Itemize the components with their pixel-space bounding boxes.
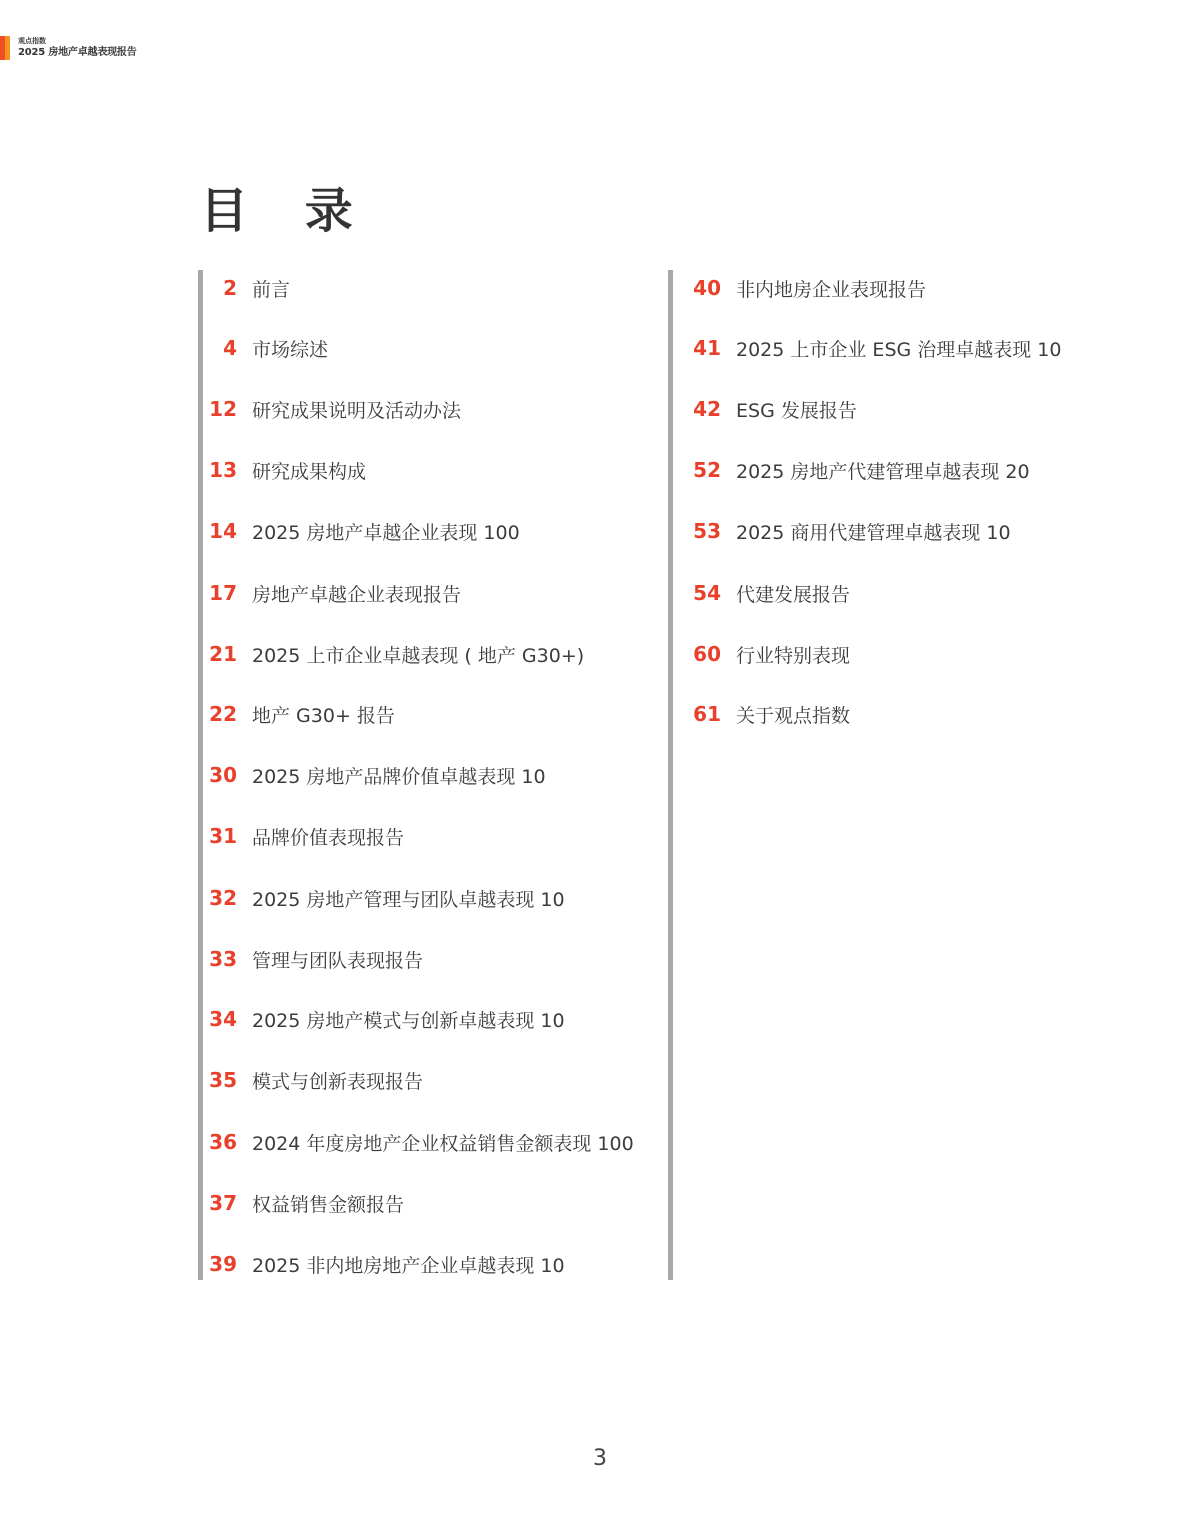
toc-entry-label: 代建发展报告 [736, 583, 851, 606]
toc-entry-label: 非内地房企业表现报告 [736, 278, 927, 301]
toc-page-number: 54 [693, 581, 721, 605]
toc-entry[interactable] [673, 575, 850, 611]
toc-entry-label: 2025 上市企业卓越表现 ( 地产 G30+) [252, 644, 585, 667]
toc-entry-label: 前言 [252, 278, 291, 301]
toc-page-number: 41 [693, 336, 721, 360]
toc-entry[interactable] [673, 513, 1011, 549]
toc-page-number: 33 [209, 947, 237, 971]
toc-entry[interactable] [203, 696, 395, 732]
toc-entry-label: 关于观点指数 [736, 704, 851, 727]
toc-entry-label: 2025 房地产代建管理卓越表现 20 [736, 460, 1030, 483]
toc-entry-label: 权益销售金额报告 [252, 1193, 405, 1216]
toc-entry-label: 2025 上市企业 ESG 治理卓越表现 10 [736, 338, 1062, 361]
toc-entry[interactable] [203, 757, 546, 793]
toc-entry-label: 2024 年度房地产企业权益销售金额表现 100 [252, 1132, 634, 1155]
brand-text [18, 36, 137, 58]
toc-entry-label: 研究成果构成 [252, 460, 367, 483]
toc-page-number: 21 [209, 642, 237, 666]
toc-page-number: 53 [693, 519, 721, 543]
toc-entry[interactable] [203, 1185, 404, 1221]
toc-entry[interactable] [203, 330, 328, 366]
toc-entry-label: 2025 非内地房地产企业卓越表现 10 [252, 1254, 565, 1277]
toc-entry[interactable] [673, 270, 926, 306]
toc-page-number: 34 [209, 1007, 237, 1031]
toc-entry-label: 品牌价值表现报告 [252, 826, 405, 849]
report-name: 2025 房地产卓越表现报告 [18, 47, 137, 58]
toc-page-number: 40 [693, 276, 721, 300]
toc-entry[interactable] [203, 941, 423, 977]
toc-entry-label: ESG 发展报告 [736, 399, 857, 422]
toc-entry[interactable] [203, 270, 290, 306]
toc-entry[interactable] [203, 1246, 565, 1282]
toc-entry[interactable] [203, 1124, 634, 1160]
toc-entry-label: 研究成果说明及活动办法 [252, 399, 462, 422]
toc-page-number: 4 [223, 336, 237, 360]
toc-page-number: 39 [209, 1252, 237, 1276]
toc-page-number: 13 [209, 458, 237, 482]
toc-entry-label: 管理与团队表现报告 [252, 949, 424, 972]
toc-page-number: 60 [693, 642, 721, 666]
toc-entry-label: 市场综述 [252, 338, 329, 361]
header-brand [0, 36, 137, 60]
toc-entry-label: 行业特别表现 [736, 644, 851, 667]
toc-entry[interactable] [673, 330, 1061, 366]
toc-entry[interactable] [673, 636, 850, 672]
toc-entry-label: 2025 房地产品牌价值卓越表现 10 [252, 765, 546, 788]
toc-entry[interactable] [203, 391, 461, 427]
toc-entry-label: 2025 商用代建管理卓越表现 10 [736, 521, 1011, 544]
toc-entry[interactable] [203, 636, 584, 672]
toc-page-number: 42 [693, 397, 721, 421]
toc-entry[interactable] [203, 818, 404, 854]
toc-entry[interactable] [673, 696, 850, 732]
toc-page-number: 17 [209, 581, 237, 605]
toc-page-number: 14 [209, 519, 237, 543]
toc-entry[interactable] [203, 513, 520, 549]
toc-title: 目 录 [200, 183, 373, 239]
toc-page-number: 30 [209, 763, 237, 787]
page-number: 3 [593, 1446, 607, 1471]
toc-entry-label: 地产 G30+ 报告 [252, 704, 395, 727]
toc-page-number: 36 [209, 1130, 237, 1154]
toc-page-number: 61 [693, 702, 721, 726]
toc-entry[interactable] [203, 1062, 423, 1098]
toc-entry-label: 模式与创新表现报告 [252, 1070, 424, 1093]
toc-entry-label: 房地产卓越企业表现报告 [252, 583, 462, 606]
brand-logo-bar [0, 36, 10, 60]
toc-entry-label: 2025 房地产卓越企业表现 100 [252, 521, 520, 544]
toc-entry[interactable] [203, 1001, 565, 1037]
toc-page-number: 31 [209, 824, 237, 848]
toc-page-number: 22 [209, 702, 237, 726]
toc-entry[interactable] [203, 575, 461, 611]
toc-entry-label: 2025 房地产管理与团队卓越表现 10 [252, 888, 565, 911]
toc-column-left [198, 270, 668, 1280]
brand-name: 观点指数 [18, 37, 46, 45]
toc-page-number: 12 [209, 397, 237, 421]
toc-page-number: 32 [209, 886, 237, 910]
toc-entry[interactable] [203, 452, 366, 488]
toc-page-number: 35 [209, 1068, 237, 1092]
toc-entry-label: 2025 房地产模式与创新卓越表现 10 [252, 1009, 565, 1032]
toc-entry[interactable] [673, 452, 1030, 488]
toc-entry[interactable] [203, 880, 565, 916]
toc-column-right [668, 270, 1118, 1280]
toc-page-number: 52 [693, 458, 721, 482]
toc-entry[interactable] [673, 391, 857, 427]
toc-page-number: 37 [209, 1191, 237, 1215]
toc-page-number: 2 [223, 276, 237, 300]
